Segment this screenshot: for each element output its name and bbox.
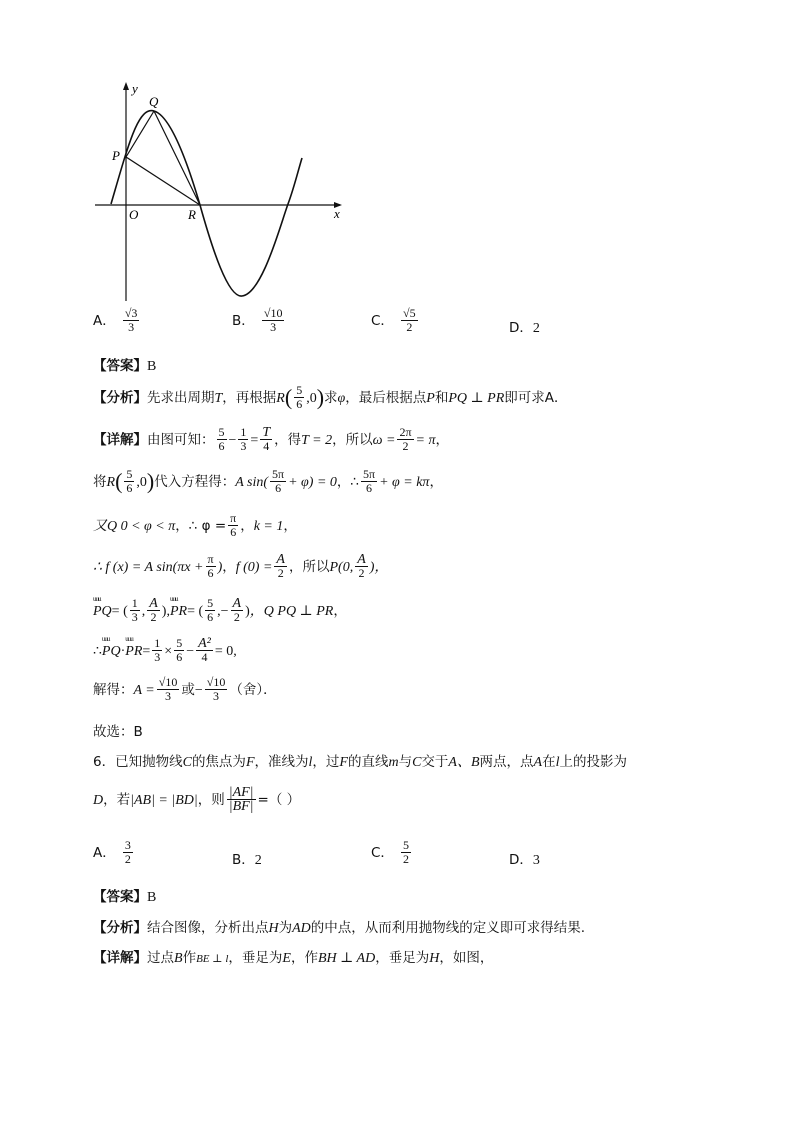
sine-graph (90, 76, 360, 306)
label-p: P (112, 148, 120, 163)
segment-pq (126, 111, 154, 157)
num: √10 (263, 306, 283, 320)
q6-answer: 【答案】B (93, 889, 157, 905)
q6-stem-2: D，若|AB| = |BD|，则 $\frac{|AF|}{|BF|}$ =（ ） (93, 785, 301, 814)
label-r: R (188, 207, 196, 222)
option-letter: C． (371, 313, 394, 329)
q5-answer (93, 354, 156, 375)
den: 3 (270, 320, 277, 334)
q5-option-c (371, 307, 420, 334)
q5-detail-1: 【详解】由图可知： $\frac{5}{6}$ − $\frac{1}{3}$ = $\frac{T}{4}$ ，得T = 2，所以ω = $\frac{2\pi}{2}$ = π， (93, 425, 449, 453)
detail-tag: 【详解】 (93, 432, 147, 448)
label-o: O (129, 207, 139, 222)
option-letter: B． (232, 313, 255, 329)
num: √3 (124, 306, 138, 320)
answer-tag: 【答案】 (93, 358, 147, 374)
q5-detail-2: 将R( $\frac{5}{6}$ ,0)代入方程得：A sin( $\frac{5\pi}{6}$ + φ) = 0，∴ $\frac{5\pi}{6}$ + φ = kπ， (93, 467, 443, 495)
q6-option-c: C． $\frac{5}{2}$ (371, 838, 410, 866)
label-q: Q (149, 94, 159, 109)
analysis-tag: 【分析】 (93, 390, 147, 406)
label-x: x (334, 206, 340, 221)
label-y: y (132, 81, 138, 96)
q5-option-a (93, 307, 141, 334)
q5-detail-7: 解得：A = $\frac{√10}{3}$ 或− $\frac{√10}{3}$ （舍）． (93, 675, 277, 703)
q5-detail-3: 又Q 0 < φ < π，∴ φ = $\frac{\pi}{6}$ ，k = 1， (93, 511, 297, 539)
q5-conclusion: 故选：B (93, 724, 143, 740)
sine-curve (111, 111, 302, 296)
option-letter: D． (509, 320, 533, 336)
segment-qr (154, 111, 200, 205)
den: 2 (406, 320, 413, 334)
q6-stem-1: 6．已知抛物线C的焦点为F，准线为l，过F的直线m与C交于A、B两点，点A在l上的投影为 (93, 754, 627, 770)
q6-option-a: A． $\frac{3}{2}$ (93, 838, 131, 866)
num: √5 (403, 306, 416, 320)
q6-option-d: D．3 (509, 852, 540, 868)
den: 3 (128, 320, 135, 334)
q5-analysis: 【分析】先求出周期T，再根据R( $\frac{5}{6}$ ,0)求φ，最后根据点P和PQ ⊥ PR即可求A． (93, 383, 568, 411)
q5-detail-6: ∴uuu PQ·uuu PR= $\frac{1}{3}$ × $\frac{5}{6}$ − $\frac{\text{A²}}{4}$ = 0, (93, 637, 237, 664)
q5-detail-5: uuu PQ= ( $\frac{1}{3}$ , $\frac{A}{2}$ ),uuu PR= ( $\frac{5}{6}$ ,− $\frac{A}{2}$ )，Q PQ ⊥ PR， (93, 597, 347, 624)
y-axis-arrow (123, 82, 129, 90)
q6-option-b: B．2 (232, 852, 262, 868)
q6-analysis: 【分析】结合图像，分析出点H为AD的中点，从而利用抛物线的定义即可求得结果. (93, 920, 586, 936)
option-letter: A． (93, 313, 116, 329)
q5-detail-4: ∴ f (x) = A sin(πx + $\frac{\pi}{6}$ )，f (0) = $\frac{A}{2}$ ，所以P(0, $\frac{A}{2}$ )， (93, 552, 389, 580)
answer-value: B (147, 359, 157, 374)
q5-option-d (509, 316, 540, 337)
q5-option-b (232, 307, 286, 334)
option-value: 2 (532, 321, 540, 336)
q6-detail-1: 【详解】过点B作BE ⊥ l，垂足为E，作BH ⊥ AD，垂足为H，如图， (93, 950, 494, 966)
